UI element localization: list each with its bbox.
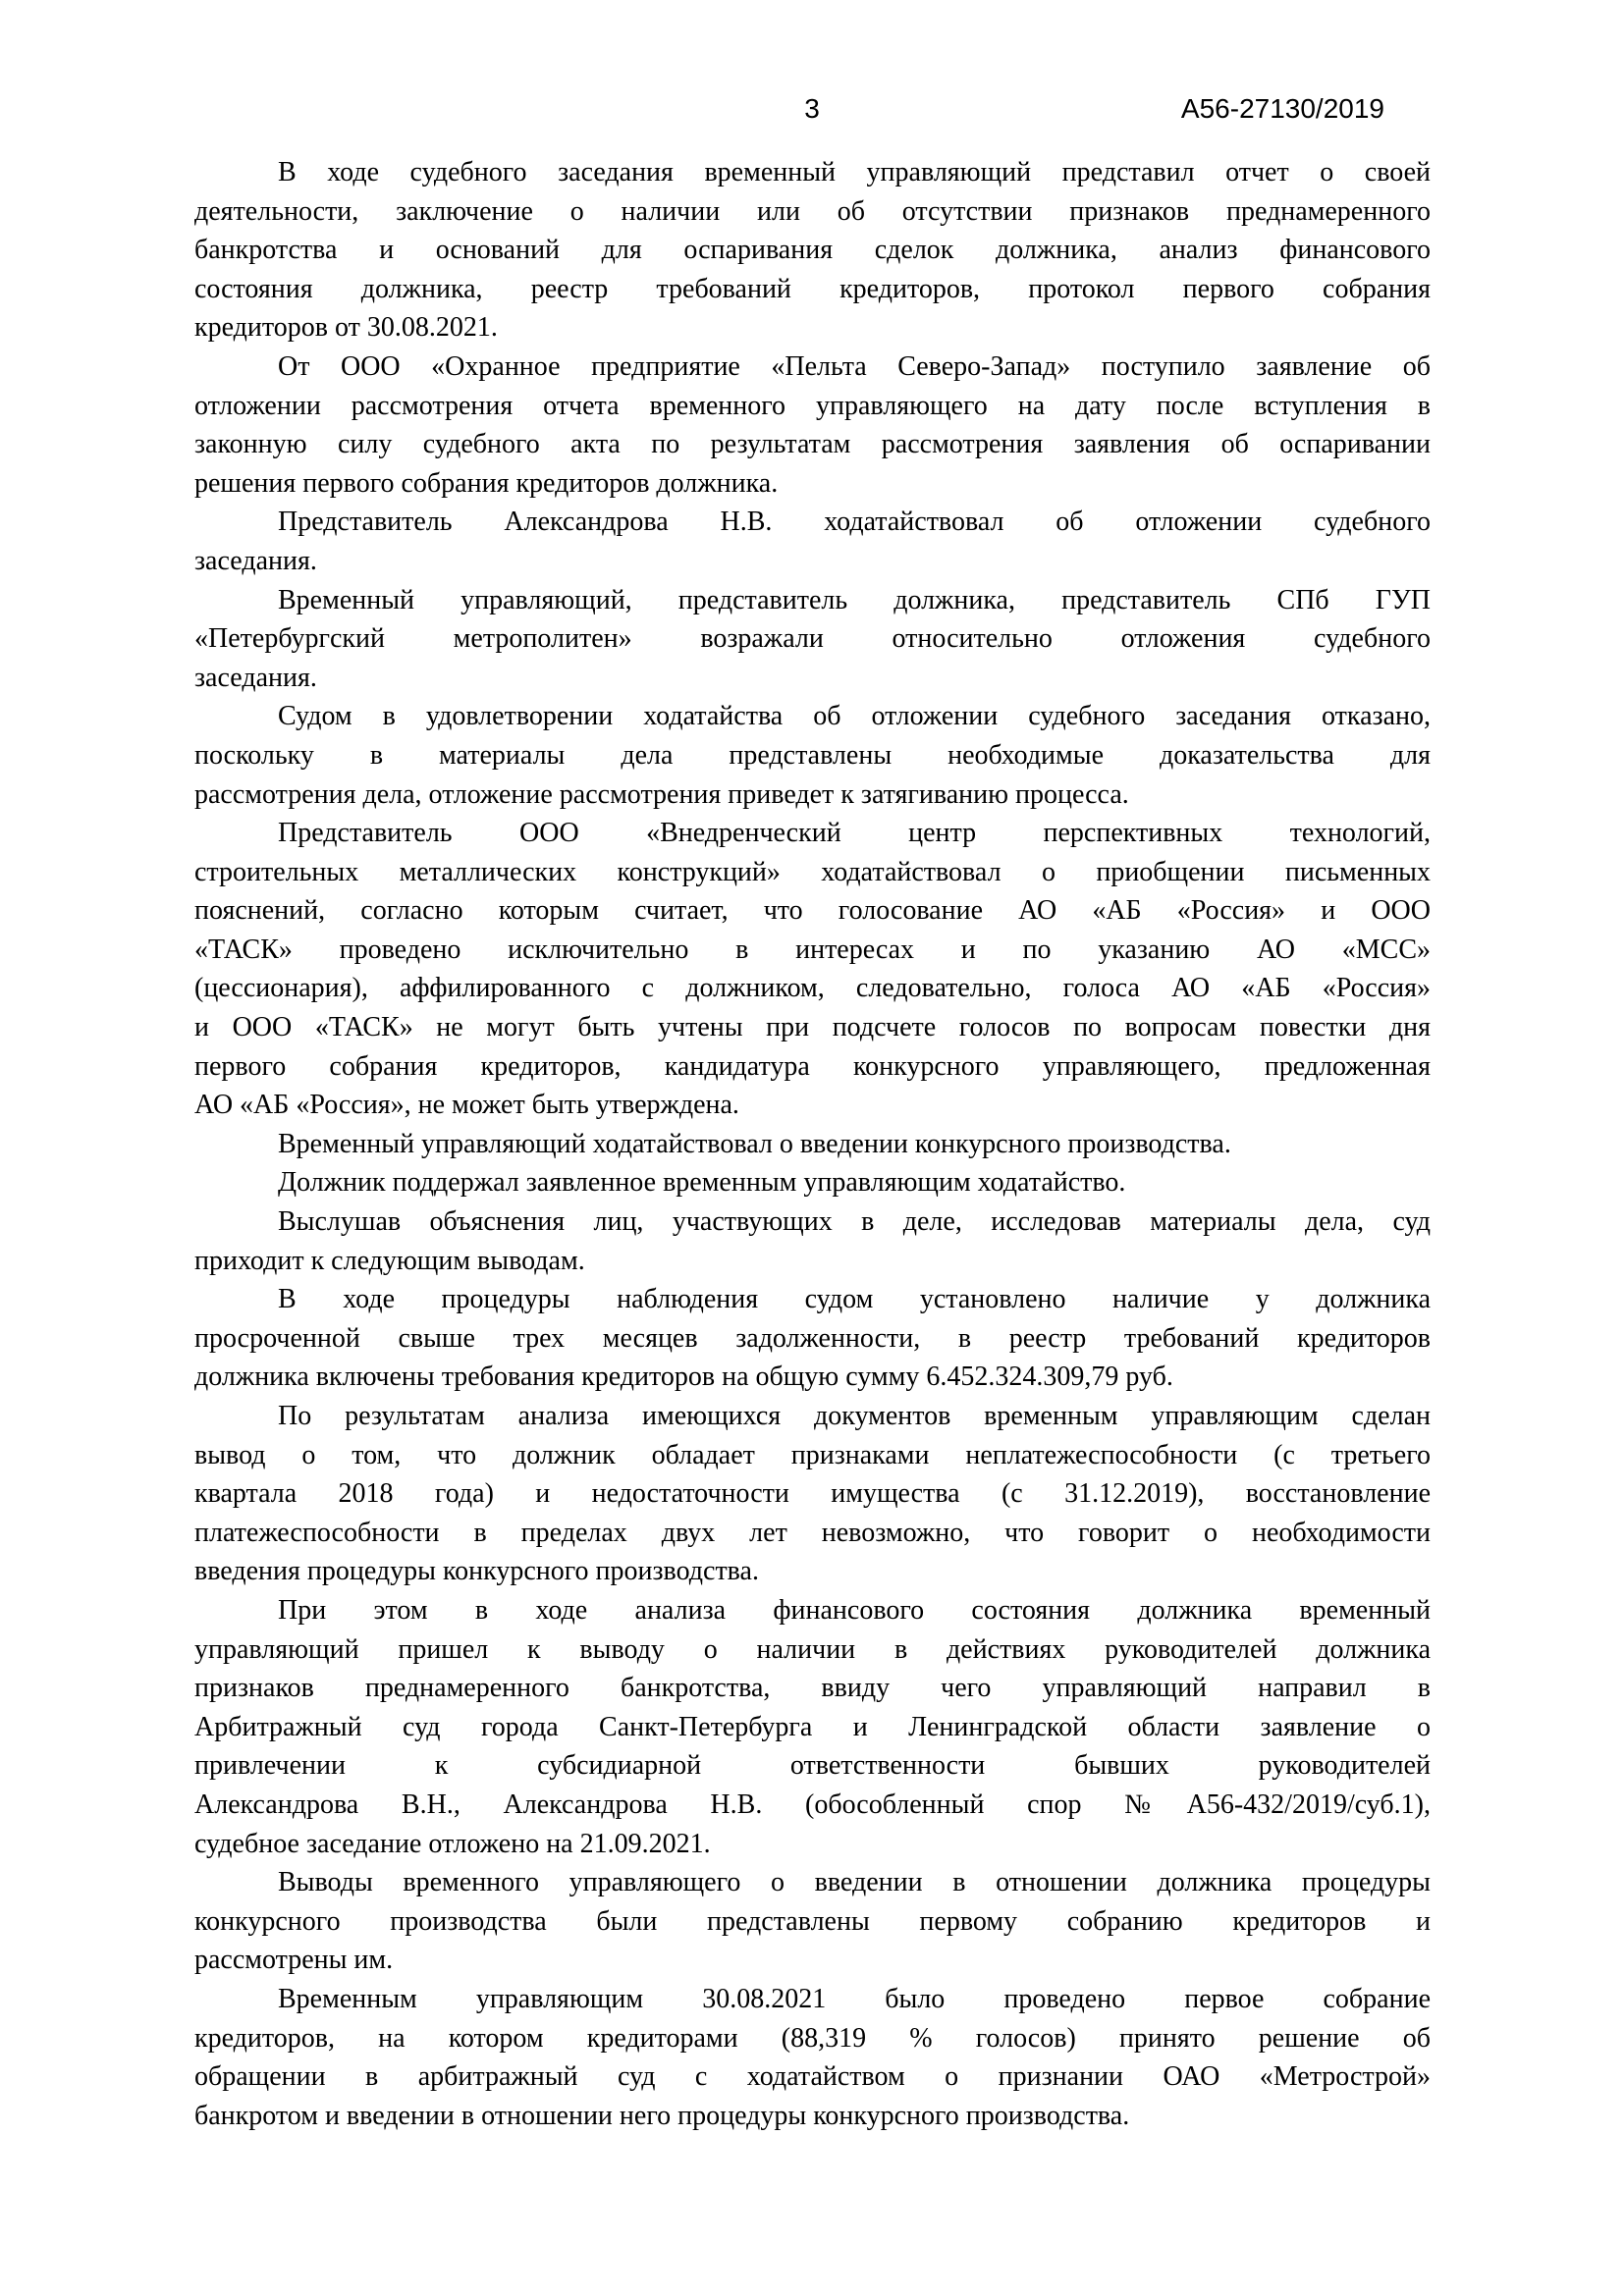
text-line: решения первого собрания кредиторов должника. bbox=[194, 467, 779, 499]
text-line: Выслушав объяснения лиц, участвующих в деле, исследовав материалы дела, суд bbox=[278, 1206, 1431, 1238]
text-line: введения процедуры конкурсного производства. bbox=[194, 1556, 759, 1587]
text-line: просроченной свыше трех месяцев задолженности, в реестр требований кредиторов bbox=[194, 1322, 1431, 1354]
text-line: «ТАСК» проведено исключительно в интересах и по указанию АО «МСС» bbox=[194, 934, 1431, 965]
text-line: По результатам анализа имеющихся документов временным управляющим сделан bbox=[278, 1401, 1431, 1431]
text-line: заседания. bbox=[194, 545, 317, 576]
text-line: конкурсного производства были представлены первому собранию кредиторов и bbox=[194, 1905, 1431, 1937]
text-line: пояснений, согласно которым считает, что голосование АО «АБ «Россия» и ООО bbox=[194, 895, 1431, 927]
text-line: должника включены требования кредиторов на общую сумму 6.452.324.309,79 руб. bbox=[194, 1362, 1173, 1393]
text-line: Представитель Александрова Н.В. ходатайствовал об отложении судебного bbox=[278, 507, 1431, 538]
text-line: признаков преднамеренного банкротства, ввиду чего управляющий направил в bbox=[194, 1673, 1431, 1704]
text-line: От ООО «Охранное предприятие «Пельта Северо-Запад» поступило заявление об bbox=[278, 350, 1431, 382]
text-line: Арбитражный суд города Санкт-Петербурга и Ленинградской области заявление о bbox=[194, 1711, 1431, 1742]
document-body bbox=[194, 153, 1431, 2135]
text-line: банкротом и введении в отношении него процедуры конкурсного производства. bbox=[194, 2100, 1130, 2131]
text-line: привлечении к субсидиарной ответственности бывших руководителей bbox=[194, 1750, 1431, 1782]
text-line: первого собрания кредиторов, кандидатура конкурсного управляющего, предложенная bbox=[194, 1050, 1431, 1082]
text-line: приходит к следующим выводам. bbox=[194, 1245, 585, 1276]
text-line: (цессионария), аффилированного с должником, следовательно, голоса АО «АБ «Россия» bbox=[194, 973, 1431, 1004]
text-line: В ходе судебного заседания временный управляющий представил отчет о своей bbox=[278, 157, 1431, 187]
text-line: деятельности, заключение о наличии или об отсутствии признаков преднамеренного bbox=[194, 195, 1431, 227]
text-line: банкротства и оснований для оспаривания сделок должника, анализ финансового bbox=[194, 235, 1431, 266]
text-line: кредиторов, на котором кредиторами (88,319 % голосов) принято решение об bbox=[194, 2022, 1431, 2054]
text-line: Временным управляющим 30.08.2021 было проведено первое собрание bbox=[278, 1983, 1431, 2014]
text-line: заседания. bbox=[194, 662, 317, 693]
text-line: При этом в ходе анализа финансового состояния должника временный bbox=[278, 1594, 1431, 1626]
text-line: Должник поддержал заявленное временным управляющим ходатайство. bbox=[278, 1167, 1126, 1199]
text-line: поскольку в материалы дела представлены необходимые доказательства для bbox=[194, 739, 1431, 771]
text-line: платежеспособности в пределах двух лет невозможно, что говорит о необходимости bbox=[194, 1517, 1431, 1548]
text-line: Выводы временного управляющего о введении в отношении должника процедуры bbox=[278, 1867, 1431, 1898]
text-line: Временный управляющий ходатайствовал о введении конкурсного производства. bbox=[278, 1128, 1231, 1159]
text-line: и ООО «ТАСК» не могут быть учтены при подсчете голосов по вопросам повестки дня bbox=[194, 1012, 1431, 1043]
text-line: Временный управляющий, представитель должника, представитель СПб ГУП bbox=[278, 584, 1431, 615]
text-line: состояния должника, реестр требований кредиторов, протокол первого собрания bbox=[194, 273, 1431, 304]
text-line: рассмотрения дела, отложение рассмотрения приведет к затягиванию процесса. bbox=[194, 778, 1129, 810]
text-line: обращении в арбитражный суд с ходатайством о признании ОАО «Метрострой» bbox=[194, 2061, 1431, 2093]
text-line: квартала 2018 года) и недостаточности имущества (с 31.12.2019), восстановление bbox=[194, 1478, 1431, 1510]
text-line: Александрова В.Н., Александрова Н.В. (обособленный спор №А56-432/2019/суб.1), bbox=[194, 1789, 1431, 1820]
text-line: кредиторов от 30.08.2021. bbox=[194, 312, 498, 344]
text-line: Представитель ООО «Внедренческий центр перспективных технологий, bbox=[278, 818, 1431, 849]
text-line: вывод о том, что должник обладает признаками неплатежеспособности (с третьего bbox=[194, 1439, 1431, 1470]
case-number: А56-27130/2019 bbox=[1180, 93, 1384, 124]
text-line: отложении рассмотрения отчета временного управляющего на дату после вступления в bbox=[194, 390, 1431, 421]
text-line: рассмотрены им. bbox=[194, 1945, 394, 1976]
text-line: строительных металлических конструкций» ходатайствовал о приобщении письменных bbox=[194, 856, 1431, 887]
text-line: «Петербургский метрополитен» возражали относительно отложения судебного bbox=[194, 623, 1431, 655]
page-number: 3 bbox=[804, 93, 820, 124]
text-line: судебное заседание отложено на 21.09.2021. bbox=[194, 1828, 711, 1859]
text-line: Судом в удовлетворении ходатайства об отложении судебного заседания отказано, bbox=[278, 701, 1431, 732]
text-line: АО «АБ «Россия», не может быть утверждена. bbox=[194, 1090, 739, 1121]
text-line: управляющий пришел к выводу о наличии в действиях руководителей должника bbox=[194, 1633, 1431, 1665]
text-line: В ходе процедуры наблюдения судом установлено наличие у должника bbox=[278, 1284, 1431, 1315]
text-line: законную силу судебного акта по результатам рассмотрения заявления об оспаривании bbox=[194, 429, 1431, 460]
